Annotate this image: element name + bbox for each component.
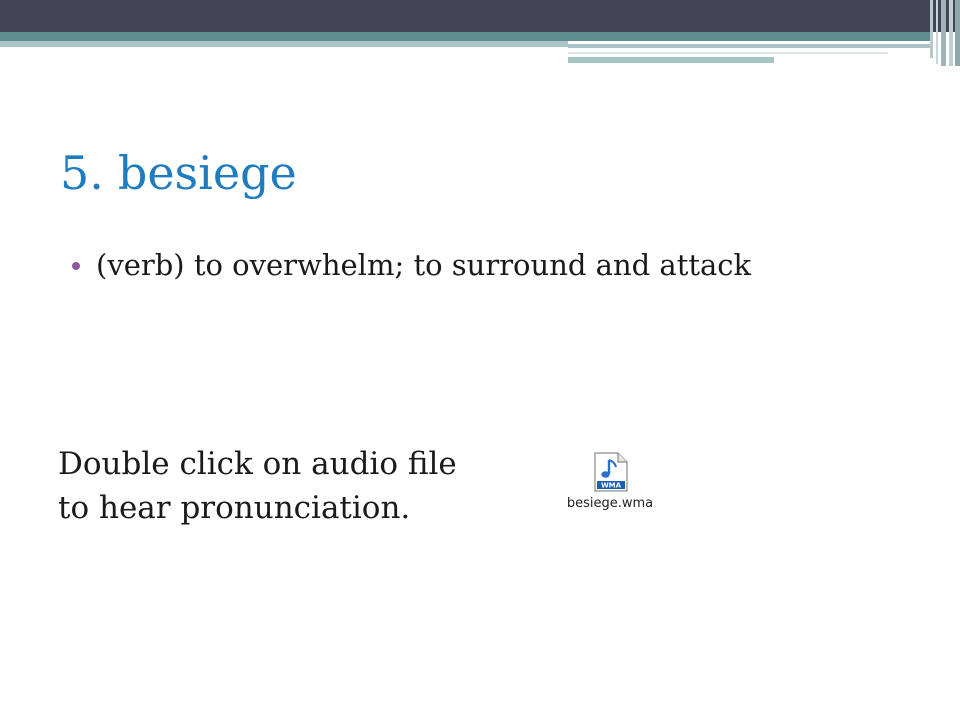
header-rule [568,44,930,48]
title-word: besiege [117,146,297,200]
header-rule [568,57,774,63]
header-teal-stripe [0,32,930,41]
header-rule [568,52,888,54]
edge-decoration [949,0,953,66]
edge-decoration [941,0,946,66]
slide-title [60,146,297,200]
definition-bullet [72,248,751,282]
instruction-text [58,442,457,530]
edge-decoration [930,0,933,58]
edge-decoration [936,0,938,64]
bullet-icon [72,262,80,270]
file-badge-text: WMA [600,481,622,490]
instruction-line: Double click on audio file [58,446,457,482]
header-banner [0,0,960,32]
audio-file-attachment[interactable] [552,448,668,518]
title-number: 5. [60,146,104,200]
header-light-stripe [0,41,568,47]
definition-text: (verb) to overwhelm; to surround and attack [96,248,752,282]
file-name-label[interactable]: besiege.wma [566,496,654,511]
instruction-line: to hear pronunciation. [58,490,411,526]
edge-decoration [955,0,960,66]
wma-audio-file-icon[interactable] [594,452,628,492]
